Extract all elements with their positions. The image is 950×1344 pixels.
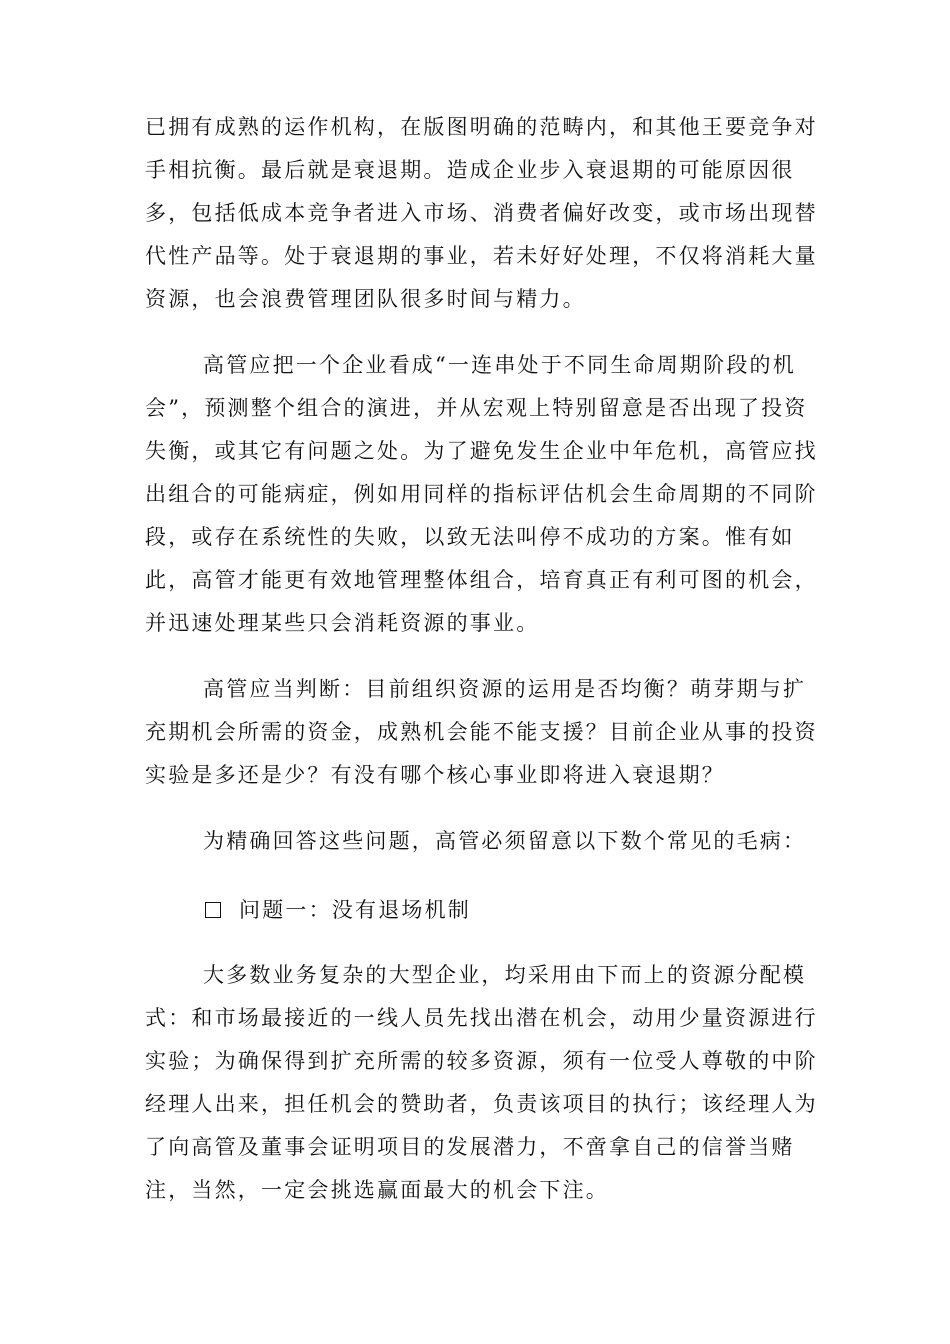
checkbox-icon	[205, 902, 221, 918]
text-line: 会”，预测整个组合的演进，并从宏观上特别留意是否出现了投资	[145, 396, 808, 420]
text-line: 出组合的可能病症，例如用同样的指标评估机会生命周期的不同阶	[145, 482, 818, 506]
text-line: 资源，也会浪费管理团队很多时间与精力。	[145, 287, 586, 311]
text-line: 实验是多还是少？有没有哪个核心事业即将进入衰退期？	[145, 763, 725, 787]
text-line: 经理人出来，担任机会的赞助者，负责该项目的执行；该经理人为	[145, 1092, 818, 1116]
text-line: 注，当然，一定会挑选赢面最大的机会下注。	[145, 1178, 609, 1202]
text-line: 高管应把一个企业看成“一连串处于不同生命周期阶段的机	[203, 353, 796, 377]
text-line: 多，包括低成本竞争者进入市场、消费者偏好改变，或市场出现替	[145, 201, 818, 225]
text-line: 充期机会所需的资金，成熟机会能不能支援？目前企业从事的投资	[145, 720, 818, 744]
text-line: 已拥有成熟的运作机构，在版图明确的范畴内，和其他王要竞争对	[145, 115, 818, 139]
text-line: 此，高管才能更有效地管理整体组合，培育真正有利可图的机会，	[145, 568, 818, 592]
text-line: 并迅速处理某些只会消耗资源的事业。	[145, 611, 540, 635]
text-line: 失衡，或其它有问题之处。为了避免发生企业中年危机，高管应找	[145, 439, 818, 463]
text-line: 为精确回答这些问题，高管必须留意以下数个常见的毛病：	[203, 829, 807, 853]
text-line: 大多数业务复杂的大型企业，均采用由下而上的资源分配模	[203, 963, 807, 987]
text-line: 了向高管及董事会证明项目的发展潜力，不啻拿自己的信誉当赌	[145, 1135, 795, 1159]
text-line: 高管应当判断：目前组织资源的运用是否均衡？萌芽期与扩	[203, 677, 807, 701]
text-line: 实验；为确保得到扩充所需的较多资源，须有一位受人尊敬的中阶	[145, 1049, 818, 1073]
issue-heading-text: 问题一：没有退场机制	[239, 898, 471, 922]
text-line: 段，或存在系统性的失败，以致无法叫停不成功的方案。惟有如	[145, 525, 795, 549]
text-line: 手相抗衡。最后就是衰退期。造成企业步入衰退期的可能原因很	[145, 158, 795, 182]
text-line: 代性产品等。处于衰退期的事业，若未好好处理，不仅将消耗大量	[145, 244, 818, 268]
text-line: 式：和市场最接近的一线人员先找出潜在机会，动用少量资源进行	[145, 1006, 818, 1030]
